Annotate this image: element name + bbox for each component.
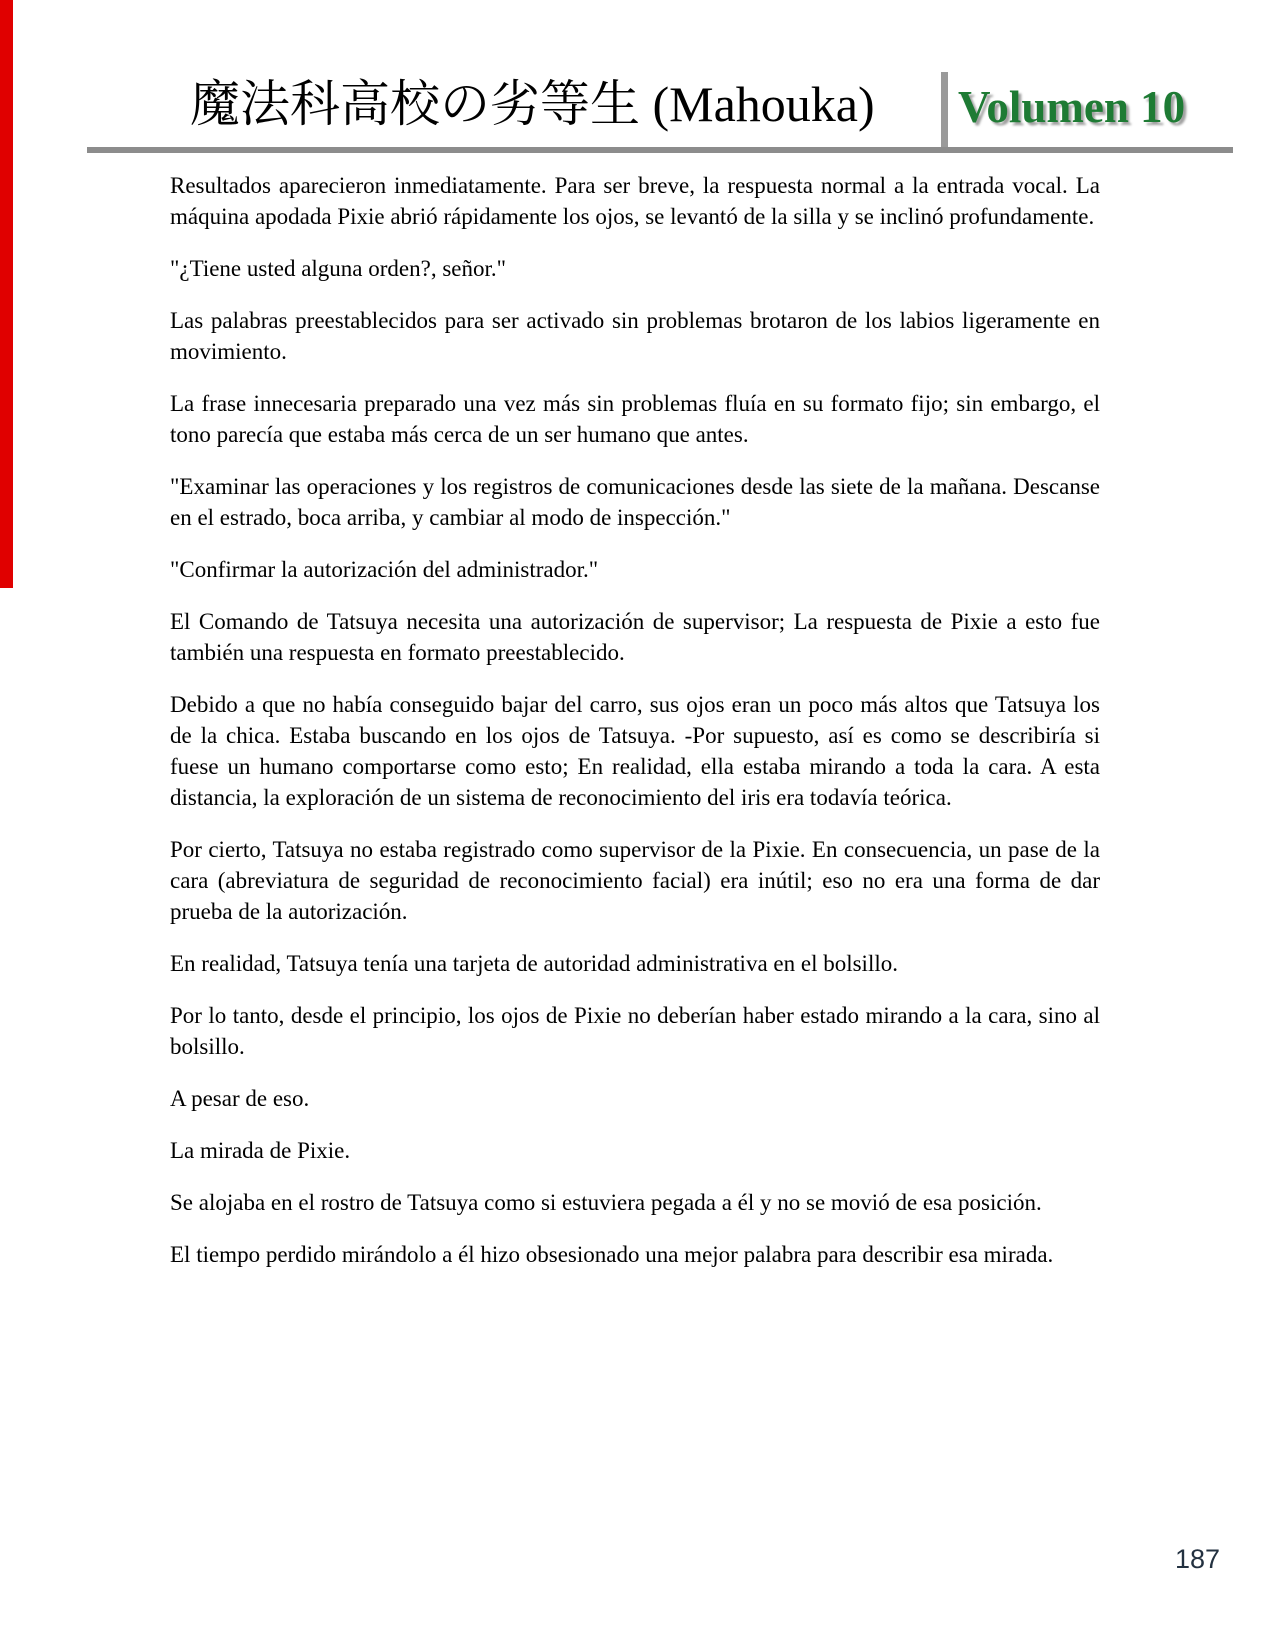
header-vertical-divider	[941, 72, 948, 152]
volume-label: Volumen 10	[958, 82, 1186, 132]
body-text-column	[170, 170, 1100, 1291]
page-number: 187	[1174, 1544, 1220, 1574]
page-header-title	[190, 68, 875, 140]
body-paragraph: "Examinar las operaciones y los registros de comunicaciones desde las siete de la mañana. Descanse en el estrado, boca arriba, y cambiar al modo de inspección."	[170, 474, 1100, 530]
left-accent-bar	[0, 0, 13, 588]
body-paragraph: Por cierto, Tatsuya no estaba registrado como supervisor de la Pixie. En consecuencia, un pase de la cara (abreviatura de seguridad de reconocimiento facial) era inútil; eso no era una forma de dar prueba de la autorización.	[170, 837, 1100, 924]
body-paragraph: El tiempo perdido mirándolo a él hizo obsesionado una mejor palabra para describir esa mirada.	[170, 1242, 1054, 1267]
header-horizontal-rule	[87, 147, 1233, 153]
body-paragraph: "Confirmar la autorización del administrador."	[170, 557, 599, 582]
body-paragraph: La frase innecesaria preparado una vez más sin problemas fluía en su formato fijo; sin embargo, el tono parecía que estaba más cerca de un ser humano que antes.	[170, 391, 1100, 447]
header-title-japanese: 魔法科高校の劣等生	[190, 76, 640, 132]
body-paragraph: El Comando de Tatsuya necesita una autorización de supervisor; La respuesta de Pixie a esto fue también una respuesta en formato preestablecido.	[170, 609, 1100, 665]
body-paragraph: En realidad, Tatsuya tenía una tarjeta de autoridad administrativa en el bolsillo.	[170, 951, 898, 976]
body-paragraph: La mirada de Pixie.	[170, 1138, 351, 1163]
body-paragraph: Resultados aparecieron inmediatamente. Para ser breve, la respuesta normal a la entrada vocal. La máquina apodada Pixie abrió rápidamente los ojos, se levantó de la silla y se inclinó profundamente.	[170, 173, 1100, 229]
header-title-latin: (Mahouka)	[640, 76, 875, 132]
body-paragraph: A pesar de eso.	[170, 1086, 310, 1111]
body-paragraph: Por lo tanto, desde el principio, los ojos de Pixie no deberían haber estado mirando a la cara, sino al bolsillo.	[170, 1003, 1100, 1059]
body-paragraph: Se alojaba en el rostro de Tatsuya como si estuviera pegada a él y no se movió de esa posición.	[170, 1190, 1042, 1215]
body-paragraph: Las palabras preestablecidos para ser activado sin problemas brotaron de los labios ligeramente en movimiento.	[170, 308, 1100, 364]
body-paragraph: "¿Tiene usted alguna orden?, señor."	[170, 256, 507, 281]
body-paragraph: Debido a que no había conseguido bajar del carro, sus ojos eran un poco más altos que Tatsuya los de la chica. Estaba buscando en los ojos de Tatsuya. -Por supuesto, así es como se describiría si fuese un humano comportarse como esto; En realidad, ella estaba mirando a toda la cara. A esta distancia, la exploración de un sistema de reconocimiento del iris era todavía teórica.	[170, 692, 1100, 810]
